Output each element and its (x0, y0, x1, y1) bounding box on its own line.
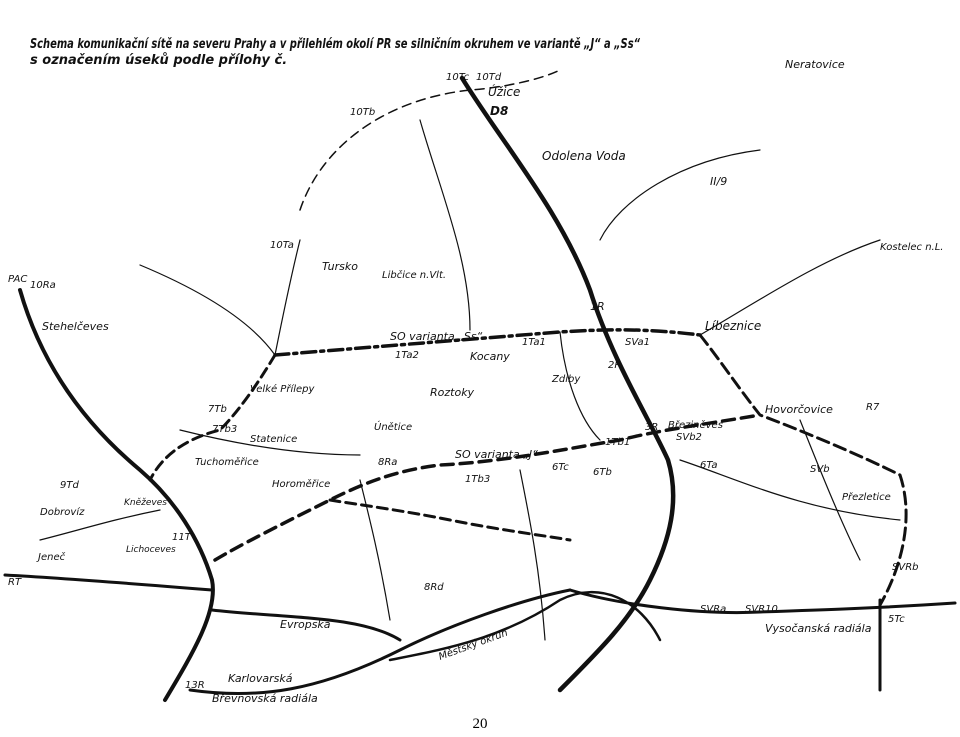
route-label: 13R (185, 680, 205, 691)
route-label: 10Ta (270, 240, 294, 251)
place-kocany: Kocany (470, 350, 510, 363)
route-label: 9Td (60, 480, 79, 491)
road-secondary-8 (520, 470, 545, 640)
route-label: 6Tc (552, 462, 569, 473)
route-label: 1Tb3 (465, 474, 491, 485)
route-label: D8 (490, 104, 509, 118)
route-labels (8, 72, 918, 691)
place-knezeves: Kněževes (124, 498, 167, 508)
map-title-line2: s označením úseků podle přílohy č. (30, 53, 288, 68)
route-label: 10Tb (350, 107, 376, 118)
place-velke-prilepy: Velké Přílepy (250, 384, 315, 395)
place-kostelec: Kostelec n.L. (880, 242, 944, 253)
place-brezineves: Březiněves (668, 420, 723, 431)
place-libcice: Libčice n.Vlt. (382, 270, 447, 281)
route-label: RT (8, 577, 22, 588)
road-label-vysocanska: Vysočanská radiála (765, 622, 872, 635)
place-prezletice: Přezletice (842, 492, 891, 503)
road-secondary-7 (360, 480, 390, 620)
place-statenice: Statenice (250, 434, 298, 445)
road-label-evropska: Evropská (280, 618, 331, 631)
route-label: SVb2 (676, 432, 702, 443)
route-label: 10Ra (30, 280, 56, 291)
route-label: SVa1 (625, 337, 651, 348)
map-title-line1: Schema komunikační sítě na severu Prahy a v přilehlém okolí PR se silničním okruhem ve variantě „J“ a „Ss“ (30, 37, 641, 52)
place-jenec: Jeneč (38, 552, 66, 563)
route-label: 6Ta (700, 460, 718, 471)
route-label: 10Td (476, 72, 502, 83)
route-label: 1R (590, 300, 605, 313)
route-label: 7Tb (208, 404, 227, 415)
route-label: 3R (645, 422, 659, 433)
place-tuchomerice: Tuchoměřice (195, 457, 259, 468)
place-tursko: Tursko (322, 260, 358, 273)
place-dobroviz: Dobrovíz (40, 507, 85, 518)
route-label: SVRb (892, 562, 919, 573)
place-lichoceves: Lichoceves (126, 545, 176, 555)
place-libeznice: Líbeznice (705, 319, 762, 333)
place-unetice: Únětice (374, 422, 413, 433)
road-label-karlovarska: Karlovarská (228, 672, 293, 685)
route-label: 8Ra (378, 457, 398, 468)
road-secondary-10 (560, 332, 600, 440)
motorway-r7 (20, 290, 213, 700)
route-label: 10Tc (446, 72, 470, 83)
place-hovorcovice: Hovorčovice (765, 403, 833, 416)
road-labels (212, 618, 872, 705)
road-secondary-1 (140, 265, 275, 355)
route-label: SVR10 (745, 604, 778, 615)
road-ii101-north (300, 70, 560, 210)
place-odolena-voda: Odolena Voda (542, 149, 626, 163)
route-label: 7Tb3 (212, 424, 238, 435)
route-label: R7 (866, 402, 880, 413)
route-label: PAC (8, 274, 28, 285)
route-label: SVb (810, 464, 830, 475)
route-label: 5Tc (888, 614, 905, 625)
road-secondary-11 (420, 120, 470, 330)
place-labels (36, 58, 943, 563)
place-uzice: Úžice (488, 85, 521, 99)
route-label: 11T (172, 532, 191, 543)
route-label: SVRa (700, 604, 727, 615)
page-number: 20 (472, 716, 488, 732)
variant-sv (700, 335, 906, 605)
road-secondary-9 (800, 420, 860, 560)
route-label: 1Ta2 (395, 350, 419, 361)
place-horomerice: Horoměřice (272, 479, 331, 490)
route-label: 1Ta1 (522, 337, 546, 348)
road-secondary-2 (275, 240, 300, 355)
place-neratovice: Neratovice (785, 58, 845, 71)
place-roztoky: Roztoky (430, 386, 475, 399)
route-label: SO varianta „J“ (455, 448, 538, 461)
place-stehelceves: Stehelčeves (42, 320, 109, 333)
route-label: II/9 (710, 175, 728, 188)
route-label: 6Tb (593, 467, 612, 478)
route-label: SO varianta „Ss“ (390, 330, 483, 343)
road-label-brevnovska: Břevnovská radiála (212, 692, 318, 705)
route-label: 2R (608, 360, 622, 371)
place-zdiby: Zdiby (552, 374, 581, 385)
route-label: 1Tb1 (605, 437, 631, 448)
road-secondary-3 (600, 150, 760, 240)
route-label: 8Rd (424, 582, 444, 593)
road-r6 (5, 575, 212, 590)
road-label-mestsky: Městský okruh (437, 627, 510, 663)
